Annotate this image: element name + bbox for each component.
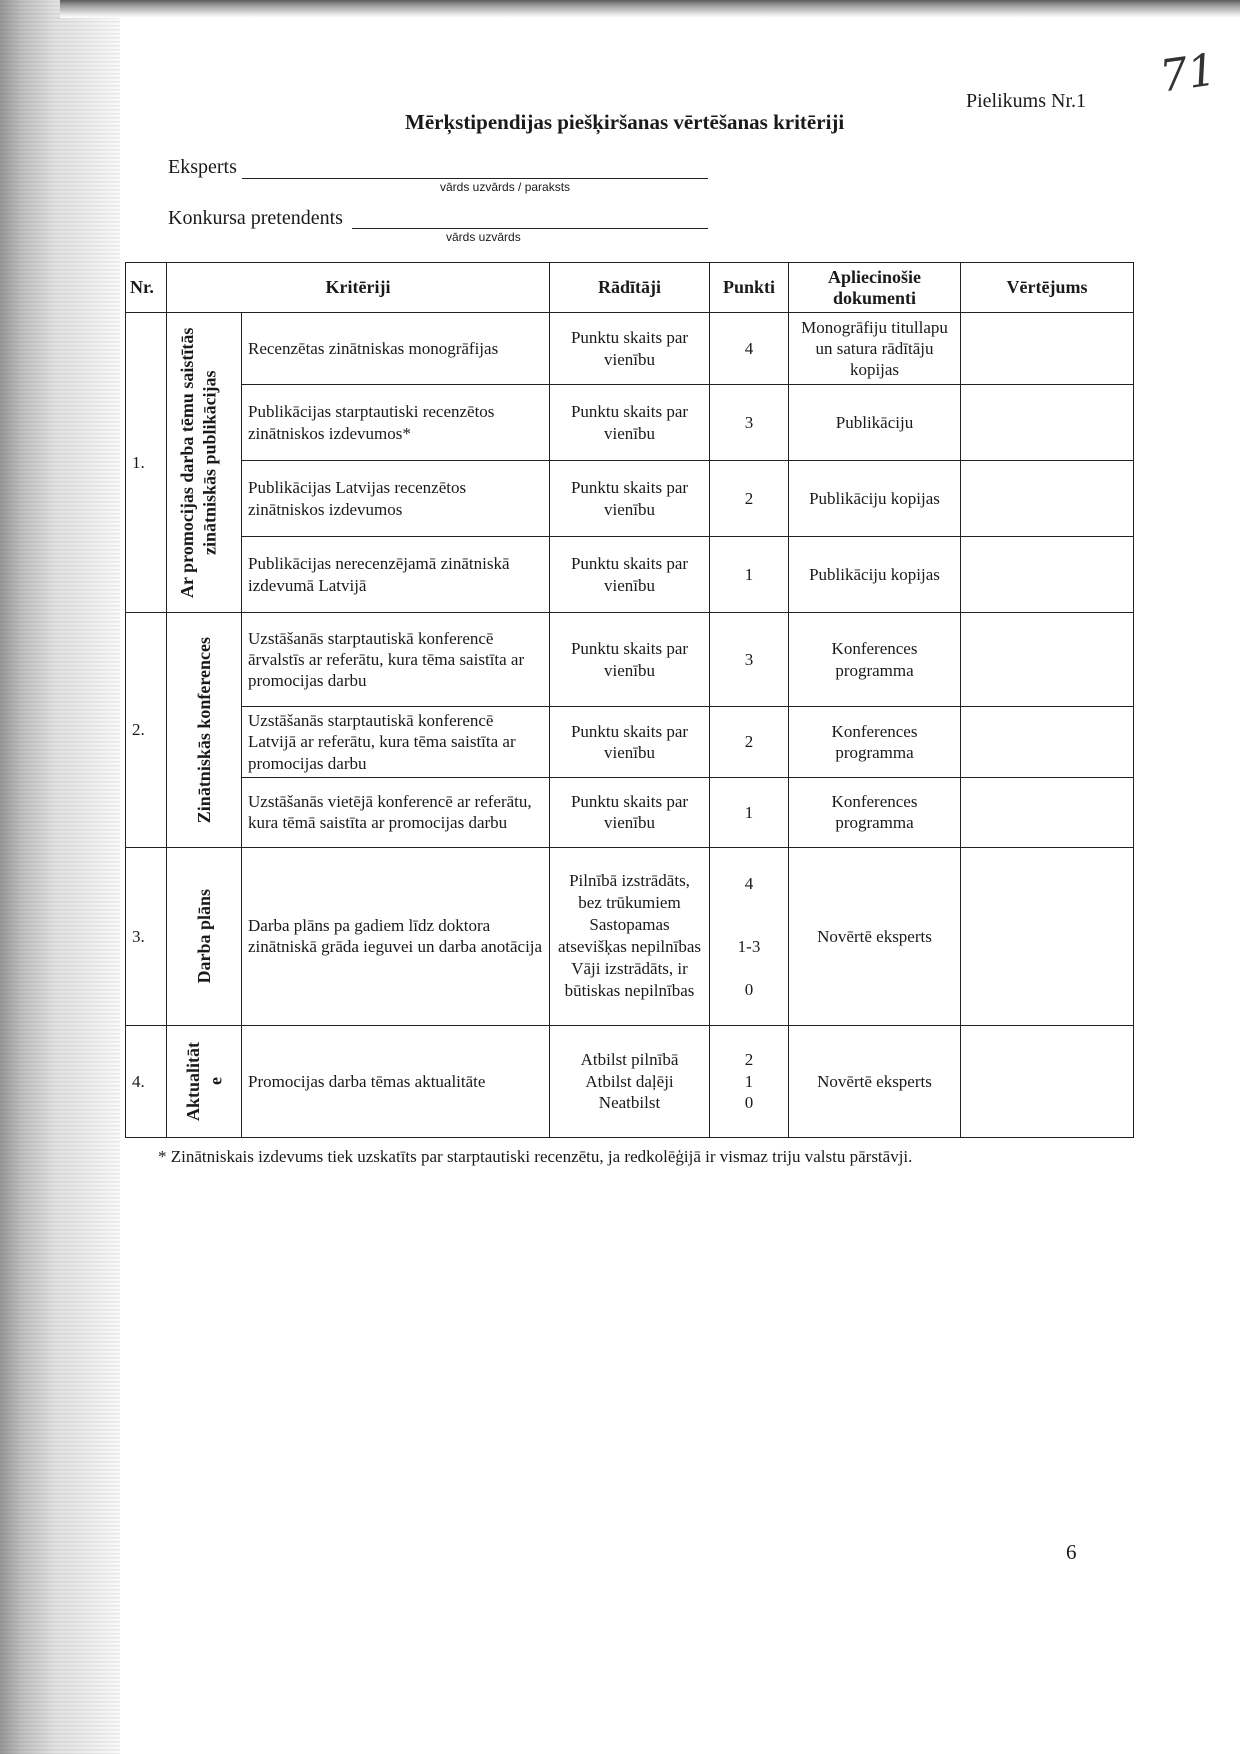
header-criteria: Kritēriji bbox=[167, 263, 550, 313]
criterion-cell: Publikācijas starptautiski recenzētos zinātniskos izdevumos* bbox=[242, 385, 550, 461]
document-cell: Konferences programma bbox=[789, 777, 961, 847]
indicator-cell: Punktu skaits par vienību bbox=[550, 777, 710, 847]
evaluation-cell[interactable] bbox=[961, 847, 1134, 1025]
points-cell bbox=[710, 1025, 789, 1137]
indicator-cell bbox=[550, 1025, 710, 1137]
scan-top-shadow bbox=[60, 0, 1240, 18]
points-cell: 1 bbox=[710, 777, 789, 847]
criterion-cell: Publikācijas Latvijas recenzētos zinātniskos izdevumos bbox=[242, 461, 550, 537]
points-line: 1-3 bbox=[737, 936, 761, 956]
indicator-cell: Punktu skaits par vienību bbox=[550, 613, 710, 707]
table-row bbox=[126, 461, 1134, 537]
points-line: 0 bbox=[744, 979, 754, 999]
evaluation-cell[interactable] bbox=[961, 613, 1134, 707]
points-cell: 4 bbox=[710, 313, 789, 385]
group-category-cell bbox=[167, 613, 242, 848]
document-cell: Monogrāfiju titullapu un satura rādītāju kopijas bbox=[789, 313, 961, 385]
points-cell: 2 bbox=[710, 461, 789, 537]
indicator-line: Neatbilst bbox=[598, 1092, 661, 1112]
criterion-cell: Darba plāns pa gadiem līdz doktora zinātniskā grāda ieguvei un darba anotācija bbox=[242, 847, 550, 1025]
page-title: Mērķstipendijas piešķiršanas vērtēšanas kritēriji bbox=[405, 110, 845, 134]
points-cell: 2 bbox=[710, 707, 789, 778]
table-row bbox=[126, 707, 1134, 778]
table-row bbox=[126, 847, 1134, 1025]
candidate-label: Konkursa pretendents bbox=[168, 207, 343, 229]
expert-field bbox=[168, 156, 571, 194]
points-cell: 3 bbox=[710, 385, 789, 461]
table-row bbox=[126, 777, 1134, 847]
evaluation-cell[interactable] bbox=[961, 537, 1134, 613]
indicator-cell: Punktu skaits par vienību bbox=[550, 537, 710, 613]
criterion-cell: Promocijas darba tēmas aktualitāte bbox=[242, 1025, 550, 1137]
group-category-cell bbox=[167, 1025, 242, 1137]
evaluation-cell[interactable] bbox=[961, 385, 1134, 461]
points-line: 1 bbox=[744, 1071, 754, 1091]
indicator-cell: Punktu skaits par vienību bbox=[550, 313, 710, 385]
indicator-cell: Punktu skaits par vienību bbox=[550, 707, 710, 778]
group-category-cell bbox=[167, 313, 242, 613]
group-category: Ar promocijas darba tēmu saistītās zinātniskās publikācijas bbox=[177, 327, 220, 598]
expert-hint: vārds uzvārds / paraksts bbox=[440, 180, 571, 194]
appendix-label: Pielikums Nr.1 bbox=[966, 90, 1087, 112]
document-cell: Konferences programma bbox=[789, 707, 961, 778]
footnote: * Zinātniskais izdevums tiek uzskatīts par starptautiski recenzētu, ja redkolēģijā ir vismaz triju valstu pārstāvji. bbox=[158, 1147, 913, 1166]
document-cell: Novērtē eksperts bbox=[789, 1025, 961, 1137]
group-number: 4. bbox=[126, 1025, 167, 1137]
indicator-line: Pilnībā izstrādāts, bez trūkumiem bbox=[569, 870, 690, 913]
table-row bbox=[126, 1025, 1134, 1137]
indicator-cell: Punktu skaits par vienību bbox=[550, 385, 710, 461]
candidate-hint: vārds uzvārds bbox=[446, 230, 521, 244]
table-row bbox=[126, 385, 1134, 461]
header-evaluation: Vērtējums bbox=[961, 263, 1134, 313]
group-number: 2. bbox=[126, 613, 167, 848]
group-category: Aktualitāt e bbox=[183, 1041, 226, 1121]
table-row bbox=[126, 537, 1134, 613]
indicator-line: Atbilst pilnībā bbox=[580, 1050, 679, 1070]
group-category: Darba plāns bbox=[193, 888, 214, 984]
handwritten-page-mark: 71 bbox=[1156, 44, 1220, 103]
criterion-cell: Recenzētas zinātniskas monogrāfijas bbox=[242, 313, 550, 385]
indicator-line: Vāji izstrādāts, ir būtiskas nepilnības bbox=[564, 959, 695, 1001]
indicator-line: Sastopamas atsevišķas nepilnības bbox=[557, 915, 702, 957]
evaluation-cell[interactable] bbox=[961, 461, 1134, 537]
points-cell bbox=[710, 847, 789, 1025]
group-category-cell bbox=[167, 847, 242, 1025]
indicator-cell: Punktu skaits par vienību bbox=[550, 461, 710, 537]
evaluation-cell[interactable] bbox=[961, 707, 1134, 778]
document-cell: Publikāciju bbox=[789, 385, 961, 461]
document-cell: Konferences programma bbox=[789, 613, 961, 707]
points-cell: 3 bbox=[710, 613, 789, 707]
points-line: 4 bbox=[744, 873, 754, 893]
header-nr: Nr. bbox=[126, 263, 167, 313]
evaluation-cell[interactable] bbox=[961, 777, 1134, 847]
criterion-cell: Uzstāšanās starptautiskā konferencē ārvalstīs ar referātu, kura tēma saistīta ar promocijas darbu bbox=[242, 613, 550, 707]
header-indicators: Rādītāji bbox=[550, 263, 710, 313]
indicator-cell bbox=[550, 847, 710, 1025]
header-documents: Apliecinošie dokumenti bbox=[789, 263, 961, 313]
criteria-table bbox=[125, 262, 1134, 1138]
group-number: 3. bbox=[126, 847, 167, 1025]
document-cell: Publikāciju kopijas bbox=[789, 461, 961, 537]
table-row bbox=[126, 313, 1134, 385]
document-cell: Novērtē eksperts bbox=[789, 847, 961, 1025]
document-cell: Publikāciju kopijas bbox=[789, 537, 961, 613]
points-cell: 1 bbox=[710, 537, 789, 613]
expert-signature-line bbox=[242, 178, 708, 179]
indicator-line: Atbilst daļēji bbox=[585, 1071, 674, 1091]
evaluation-cell[interactable] bbox=[961, 313, 1134, 385]
group-number: 1. bbox=[126, 313, 167, 613]
table-row bbox=[126, 613, 1134, 707]
points-line: 2 bbox=[744, 1050, 754, 1070]
group-category: Zinātniskās konferences bbox=[193, 636, 214, 823]
candidate-name-line bbox=[352, 228, 708, 229]
scan-binding-shadow bbox=[0, 0, 120, 1754]
criterion-cell: Uzstāšanās starptautiskā konferencē Latvijā ar referātu, kura tēma saistīta ar promocijas darbu bbox=[242, 707, 550, 778]
criterion-cell: Publikācijas nerecenzējamā zinātniskā izdevumā Latvijā bbox=[242, 537, 550, 613]
criterion-cell: Uzstāšanās vietējā konferencē ar referātu, kura tēmā saistīta ar promocijas darbu bbox=[242, 777, 550, 847]
candidate-field bbox=[168, 207, 521, 244]
expert-label: Eksperts bbox=[168, 156, 237, 178]
points-line: 0 bbox=[744, 1092, 754, 1112]
table-header-row bbox=[126, 263, 1134, 313]
page-number: 6 bbox=[1066, 1540, 1077, 1564]
evaluation-cell[interactable] bbox=[961, 1025, 1134, 1137]
header-points: Punkti bbox=[710, 263, 789, 313]
